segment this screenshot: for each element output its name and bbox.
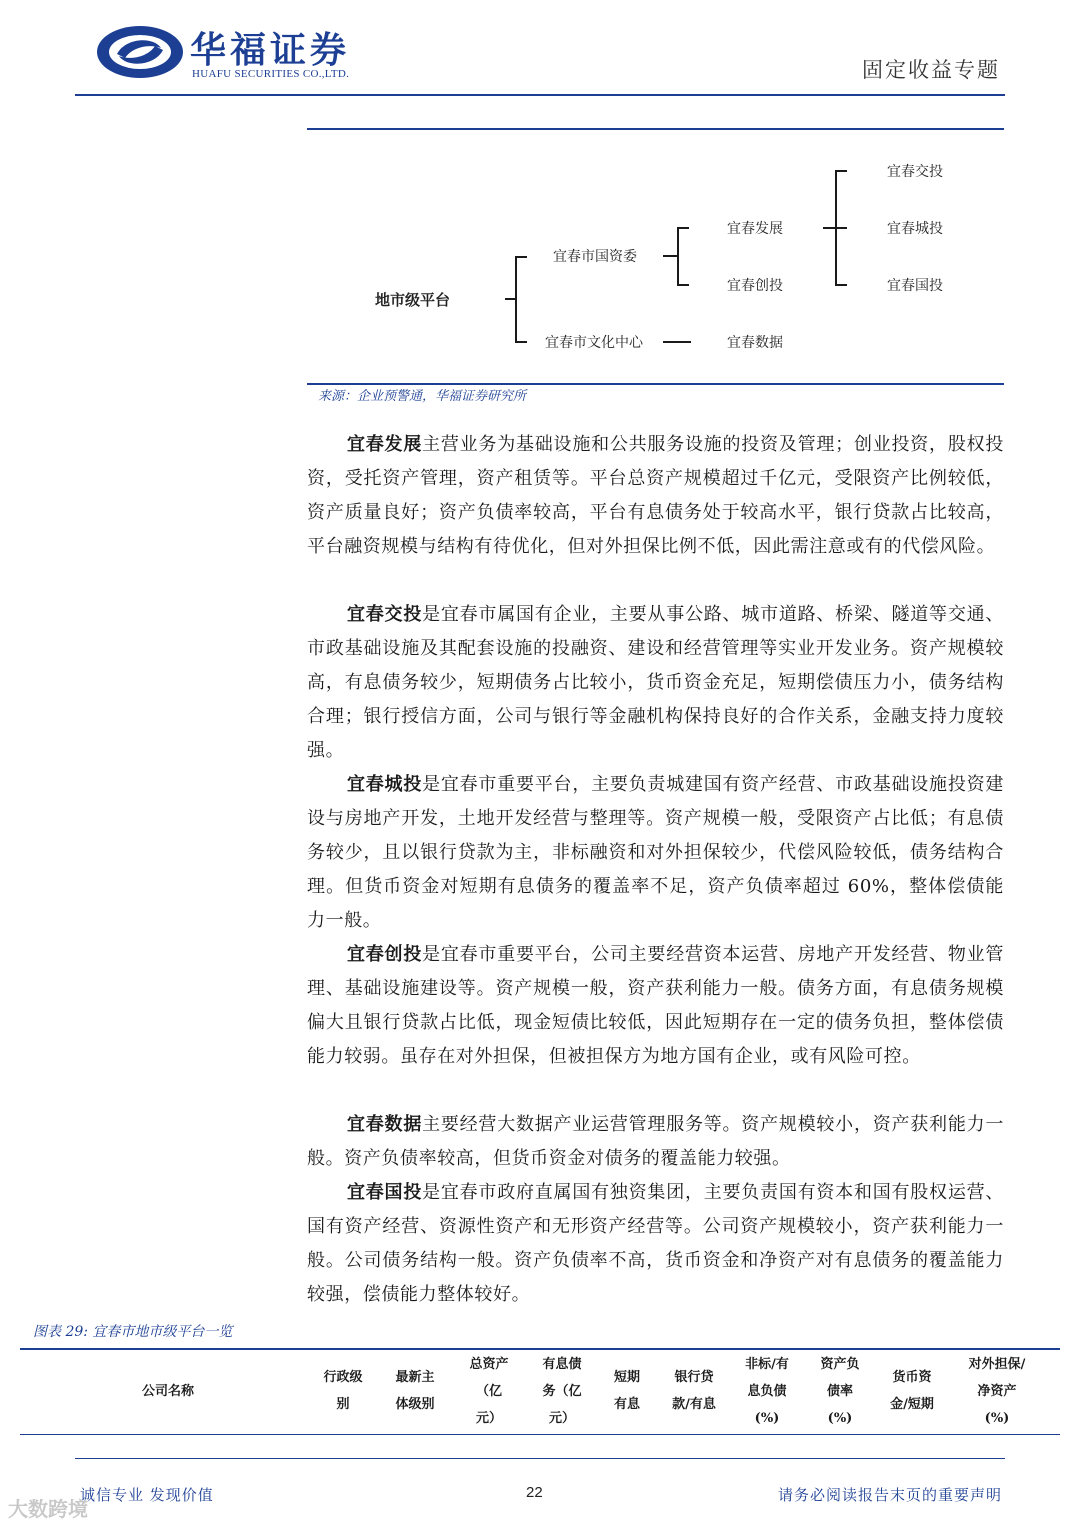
tree-node-sasac: 宜春市国资委 bbox=[553, 249, 637, 265]
tree-connector bbox=[515, 256, 527, 258]
table-column-header-line: 有息 bbox=[613, 1397, 640, 1412]
footer-slogan: 诚信专业 发现价值 bbox=[80, 1486, 214, 1504]
table-column-header-line: 金/短期 bbox=[890, 1397, 934, 1412]
tree-root-node: 地市级平台 bbox=[375, 291, 451, 309]
table-column-header-line: 有息债 bbox=[542, 1356, 582, 1372]
tree-node-yichun-urban: 宜春城投 bbox=[887, 221, 943, 237]
paragraph-yichun-transport bbox=[307, 598, 1004, 768]
paragraph-text: 是宜春市重要平台，公司主要经营资本运营、房地产开发经营、物业管理、基础设施建设等。资产规模一般，资产获利能力一般。债务方面，有息债务规模偏大且银行贷款占比低，现金短债比较低，因此短期存在一定的债务负担，整体偿债能力较弱。虽存在对外担保，但被担保方为地方国有企业，或有风险可控。 bbox=[307, 944, 1004, 1067]
table-column-header-line: 公司名称 bbox=[141, 1383, 194, 1399]
table-column-header-line: （亿 bbox=[475, 1383, 502, 1399]
company-logo-icon bbox=[95, 24, 185, 80]
table-column-header-line: 元） bbox=[548, 1410, 575, 1426]
paragraph-yichun-data bbox=[307, 1108, 1004, 1176]
table-header-bottom-rule bbox=[20, 1434, 1060, 1435]
table-column-header-line: 非标/有 bbox=[745, 1356, 789, 1372]
paragraph-lead: 宜春创投 bbox=[347, 944, 423, 965]
table-column-header bbox=[867, 1364, 957, 1418]
platform-hierarchy-diagram bbox=[307, 140, 1004, 375]
figure-top-rule bbox=[307, 128, 1004, 130]
tree-connector bbox=[515, 341, 527, 343]
table-column-header bbox=[123, 1378, 213, 1405]
table-column-header-line: 对外担保/ bbox=[968, 1356, 1026, 1372]
table-column-header-line: (%) bbox=[984, 1410, 1010, 1426]
table-column-header-line: 体级别 bbox=[395, 1397, 435, 1412]
table-column-header-line: 元） bbox=[475, 1410, 502, 1426]
table-top-rule bbox=[20, 1348, 1060, 1350]
tree-node-yichun-development: 宜春发展 bbox=[727, 221, 783, 237]
tree-connector bbox=[663, 255, 677, 257]
page-number: 22 bbox=[526, 1484, 543, 1501]
paragraph-lead: 宜春交投 bbox=[347, 604, 423, 625]
header-divider bbox=[75, 94, 1005, 96]
tree-node-yichun-venture: 宜春创投 bbox=[727, 278, 783, 294]
paragraph-lead: 宜春发展 bbox=[347, 434, 423, 455]
table-column-header-line: 净资产 bbox=[977, 1383, 1017, 1399]
paragraph-text: 是宜春市政府直属国有独资集团，主要负责国有资本和国有股权运营、国有资产经营、资源性资产和无形资产经营等。公司资产规模较小，资产获利能力一般。公司债务结构一般。资产负债率不高，货币资金和净资产对有息债务的覆盖能力较强，偿债能力整体较好。 bbox=[307, 1182, 1004, 1305]
tree-connector bbox=[677, 227, 689, 229]
paragraph-yichun-development bbox=[307, 428, 1004, 564]
paragraph-lead: 宜春数据 bbox=[347, 1114, 423, 1135]
tree-connector bbox=[835, 227, 847, 229]
logo-chinese-name: 华福证券 bbox=[190, 30, 351, 71]
tree-connector bbox=[677, 284, 689, 286]
report-category-title: 固定收益专题 bbox=[862, 58, 1000, 82]
tree-connector bbox=[823, 227, 835, 229]
logo-english-name: HUAFU SECURITIES CO.,LTD. bbox=[192, 68, 350, 80]
table-column-header-line: 银行贷 bbox=[674, 1370, 714, 1385]
table-title: 图表 29: 宜春市地市级平台一览 bbox=[33, 1324, 233, 1340]
table-column-header-line: 款/有息 bbox=[672, 1397, 716, 1412]
tree-connector bbox=[835, 170, 847, 172]
table-column-header bbox=[952, 1351, 1042, 1432]
table-column-header-line: 别 bbox=[336, 1397, 350, 1412]
tree-connector bbox=[677, 227, 679, 285]
tree-node-yichun-data: 宜春数据 bbox=[727, 335, 783, 351]
tree-connector bbox=[505, 298, 515, 300]
figure-source: 来源：企业预警通，华福证券研究所 bbox=[318, 389, 527, 404]
table-column-header-line: 息负债 bbox=[747, 1383, 787, 1399]
table-column-header-line: 债率 bbox=[826, 1383, 853, 1399]
table-column-header-line: 行政级 bbox=[323, 1370, 363, 1385]
table-column-header-line: 资产负 bbox=[820, 1356, 860, 1372]
paragraph-lead: 宜春城投 bbox=[347, 774, 423, 795]
table-column-header-line: 最新主 bbox=[395, 1370, 435, 1385]
footer-divider bbox=[75, 1458, 1005, 1459]
paragraph-lead: 宜春国投 bbox=[347, 1182, 423, 1203]
paragraph-text: 主要经营大数据产业运营管理服务等。资产规模较小，资产获利能力一般。资产负债率较高，但货币资金对债务的覆盖能力较强。 bbox=[307, 1114, 1004, 1169]
tree-connector bbox=[663, 341, 691, 343]
paragraph-yichun-state-investment bbox=[307, 1176, 1004, 1312]
tree-node-culture-center: 宜春市文化中心 bbox=[545, 335, 643, 351]
watermark: 大数跨境 bbox=[8, 1497, 88, 1521]
table-column-header-line: (%) bbox=[754, 1410, 780, 1426]
table-column-header-line: 货币资 bbox=[892, 1370, 932, 1385]
tree-node-yichun-transport: 宜春交投 bbox=[887, 164, 943, 180]
tree-connector bbox=[515, 256, 517, 342]
paragraph-text: 是宜春市属国有企业，主要从事公路、城市道路、桥梁、隧道等交通、市政基础设施及其配套设施的投融资、建设和经营管理等实业开发业务。资产规模较高，有息债务较少，短期债务占比较小，货币资金充足，短期偿债压力小，债务结构合理；银行授信方面，公司与银行等金融机构保持良好的合作关系，金融支持力度较强。 bbox=[307, 604, 1004, 761]
table-column-header-line: 总资产 bbox=[469, 1356, 509, 1372]
table-column-header-line: 短期 bbox=[613, 1370, 640, 1385]
paragraph-text: 是宜春市重要平台，主要负责城建国有资产经营、市政基础设施投资建设与房地产开发，土地开发经营与整理等。资产规模一般，受限资产占比低；有息债务较少，且以银行贷款为主，非标融资和对外担保较少，代偿风险较低，债务结构合理。但货币资金对短期有息债务的覆盖率不足，资产负债率超过 60%，整体偿债能力一般。 bbox=[307, 774, 1004, 931]
table-column-header-line: (%) bbox=[827, 1410, 853, 1426]
footer-disclaimer: 请务必阅读报告末页的重要声明 bbox=[777, 1486, 1002, 1504]
paragraph-yichun-venture bbox=[307, 938, 1004, 1074]
tree-node-yichun-state-investment: 宜春国投 bbox=[887, 278, 943, 294]
tree-connector bbox=[835, 284, 847, 286]
table-column-header-line: 务（亿 bbox=[542, 1383, 582, 1399]
paragraph-yichun-urban bbox=[307, 768, 1004, 938]
paragraph-text: 主营业务为基础设施和公共服务设施的投资及管理；创业投资，股权投资，受托资产管理，资产租赁等。平台总资产规模超过千亿元，受限资产比例较低，资产质量良好；资产负债率较高，平台有息债务处于较高水平，银行贷款占比较高，平台融资规模与结构有待优化，但对外担保比例不低，因此需注意或有的代偿风险。 bbox=[307, 434, 1004, 557]
